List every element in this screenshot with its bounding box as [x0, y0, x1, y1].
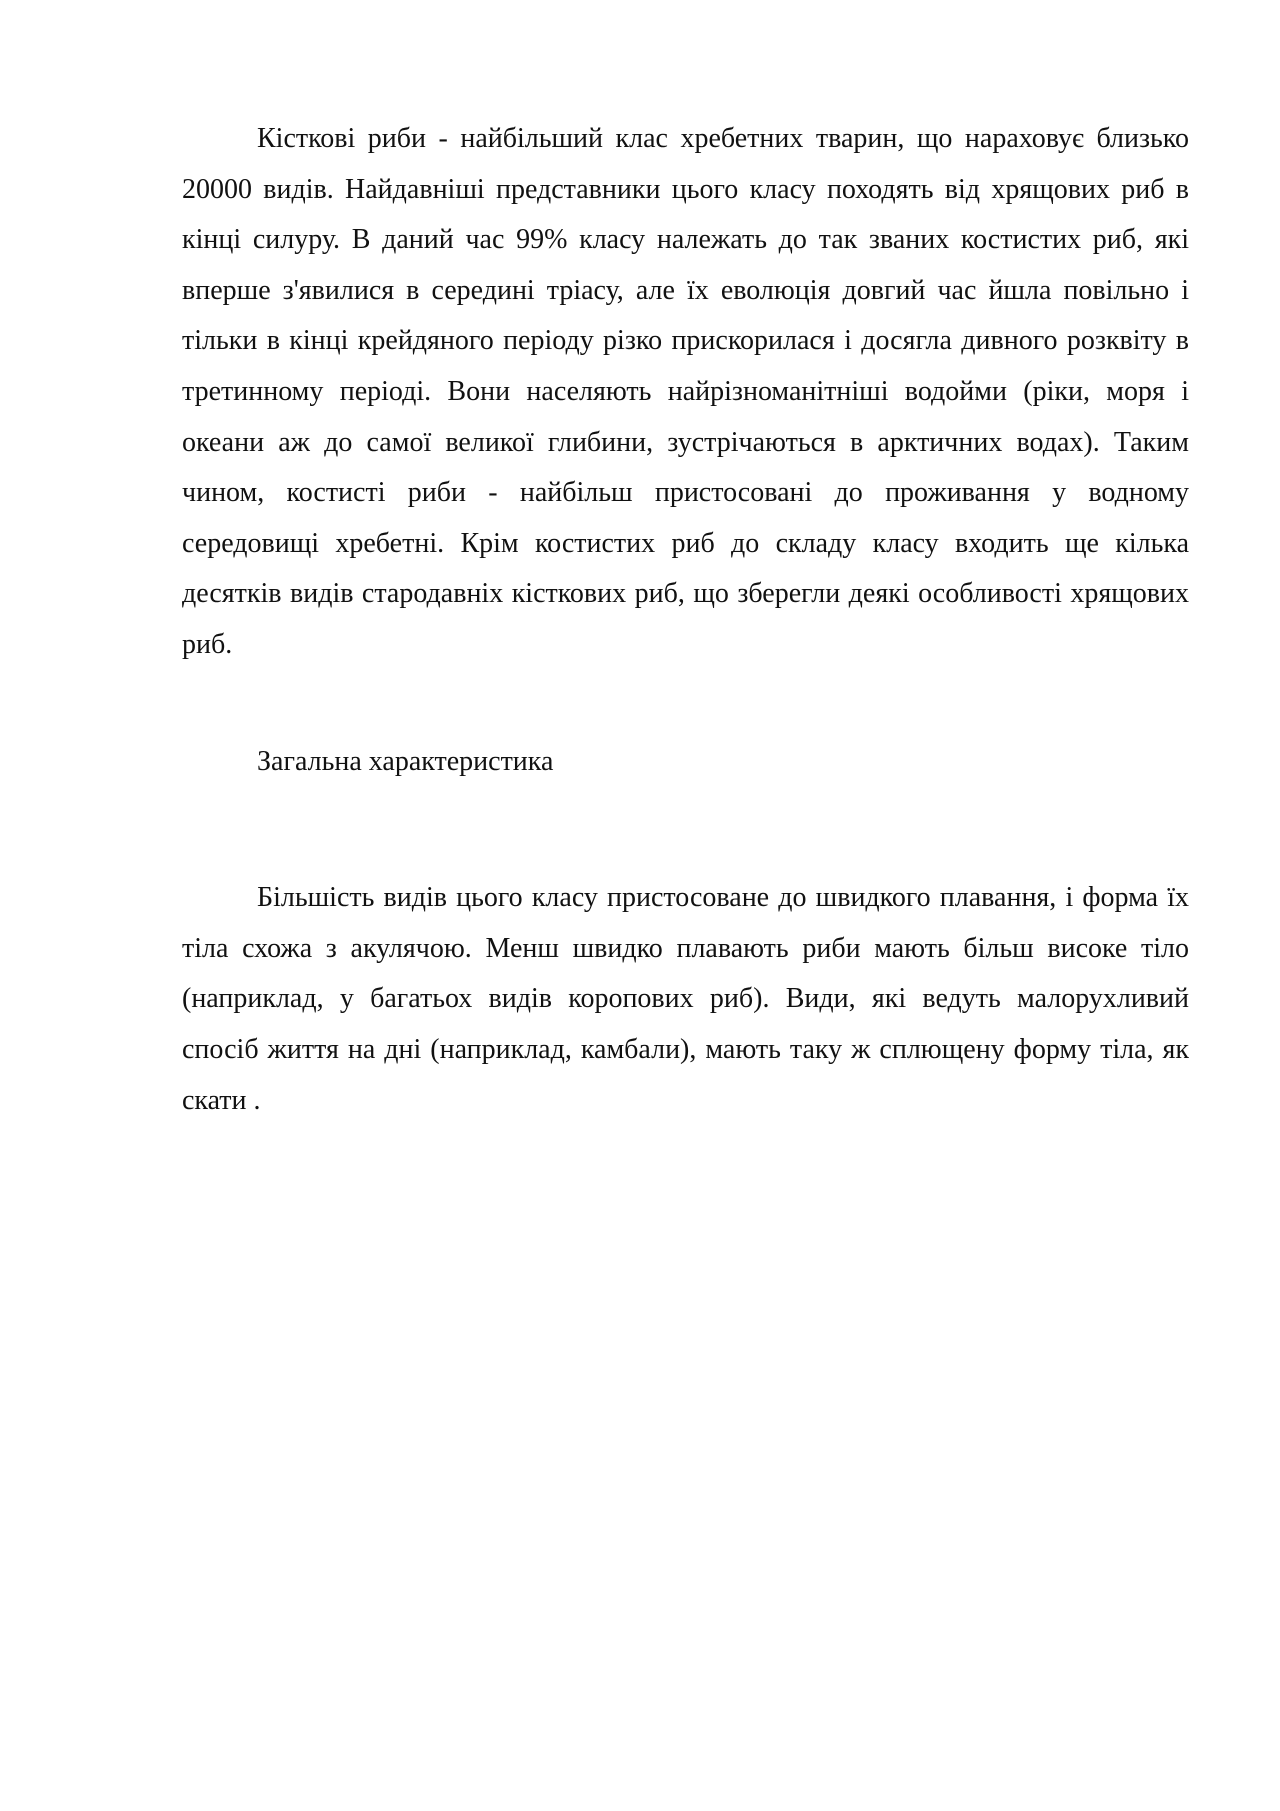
section-heading: Загальна характеристика — [257, 745, 554, 777]
intro-paragraph: Кісткові риби - найбільший клас хребетних тварин, що нараховує близько 20000 видів. Найдавніші представники цього класу походять від хрящових риб в кінці силуру. В даний час 99% класу належать до так званих костистих риб, які вперше з'явилися в середині тріасу, але їх еволюція довгий час йшла повільно і тільки в кінці крейдяного періоду різко прискорилася і досягла дивного розквіту в третинному періоді. Вони населяють найрізноманітніші водойми (ріки, моря і океани аж до самої великої глибини, зустрічаються в арктичних водах). Таким чином, костисті риби - найбільш пристосовані до проживання у водному середовищі хребетні. Крім костистих риб до складу класу входить ще кілька десятків видів стародавніх кісткових риб, що зберегли деякі особливості хрящових риб. — [182, 123, 1189, 660]
general-characteristics-paragraph: Більшість видів цього класу пристосоване до швидкого плавання, і форма їх тіла схожа з акулячою. Менш швидко плавають риби мають більш високе тіло (наприклад, у багатьох видів коропових риб). Види, які ведуть малорухливий спосіб життя на дні (наприклад, камбали), мають таку ж сплющену форму тіла, як скати . — [182, 882, 1189, 1116]
document-body — [182, 114, 1189, 1126]
